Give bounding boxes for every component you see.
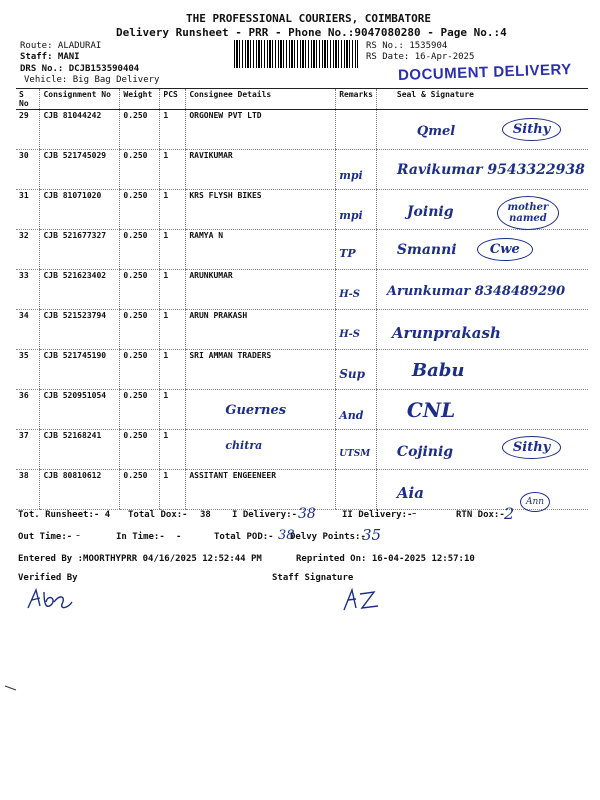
out-time-value: -	[76, 528, 81, 542]
row-pcs: 1	[160, 350, 186, 390]
row-weight: 0.250	[120, 270, 160, 310]
row-weight: 0.250	[120, 310, 160, 350]
handwritten-seal: mother named	[497, 196, 559, 230]
rs-number: RS No.: 1535904	[366, 41, 448, 51]
handwritten-remark: mpi	[339, 209, 363, 222]
row-pcs: 1	[160, 470, 186, 510]
row-remarks	[336, 350, 377, 390]
row-remarks	[336, 150, 377, 190]
rtn-dox-label: RTN Dox:-	[456, 510, 505, 520]
i-delivery-label: I Delivery:-	[232, 510, 298, 520]
row-weight: 0.250	[120, 470, 160, 510]
row-consignee: ARUN PRAKASH	[186, 310, 336, 350]
table-row	[16, 230, 588, 270]
table-row	[16, 310, 588, 350]
table-row	[16, 350, 588, 390]
row-remarks	[336, 230, 377, 270]
route-label: Route: ALADURAI	[20, 41, 102, 51]
drs-number: DRS No.: DCJB153590404	[20, 64, 140, 74]
row-seal	[376, 270, 588, 310]
row-consignee: KRS FLYSH BIKES	[186, 190, 336, 230]
row-remarks	[336, 110, 377, 150]
row-pcs: 1	[160, 430, 186, 470]
column-header-seal: Seal & Signature	[376, 89, 588, 110]
row-weight: 0.250	[120, 110, 160, 150]
row-consignment-no: CJB 521745029	[40, 150, 120, 190]
handwritten-remark: mpi	[339, 169, 363, 182]
handwritten-remark: TP	[339, 247, 356, 260]
row-consignment-no: CJB 81071020	[40, 190, 120, 230]
handwritten-remark: UTSM	[339, 449, 371, 459]
table-row	[16, 150, 588, 190]
in-time-value: -	[176, 532, 182, 542]
row-sno: 34	[16, 310, 40, 350]
vehicle-label: Vehicle: Big Bag Delivery	[24, 75, 160, 85]
rtn-dox-value: 2	[504, 504, 515, 523]
staff-signature-scribble	[340, 584, 390, 614]
signature-scribble: Cojinig	[396, 444, 454, 460]
margin-mark	[4, 684, 18, 692]
handwritten-remark: And	[339, 409, 364, 422]
row-weight: 0.250	[120, 430, 160, 470]
column-header-consignment: Consignment No	[40, 89, 120, 110]
column-header-weight: Weight	[120, 89, 160, 110]
handwritten-seal: CNL	[406, 398, 456, 422]
row-consignee: ASSITANT ENGEENEER	[186, 470, 336, 510]
signature-scribble: Qmel	[416, 124, 456, 139]
signature-scribble: Smanni	[396, 242, 457, 258]
table-row	[16, 110, 588, 150]
total-dox-value: 38	[200, 510, 211, 520]
row-seal	[376, 350, 588, 390]
row-consignment-no: CJB 521523794	[40, 310, 120, 350]
verified-signature-scribble	[26, 584, 76, 614]
in-time-label: In Time:-	[116, 532, 165, 542]
row-consignee: SRI AMMAN TRADERS	[186, 350, 336, 390]
row-seal	[376, 470, 588, 510]
runsheet-table	[16, 88, 588, 510]
ii-delivery-value: -	[412, 506, 417, 521]
verified-by-label: Verified By	[18, 573, 78, 583]
row-consignee: RAMYA N	[186, 230, 336, 270]
reprinted-on: Reprinted On: 16-04-2025 12:57:10	[296, 554, 475, 564]
ii-delivery-label: II Delivery:-	[342, 510, 413, 520]
handwritten-seal: Babu	[411, 360, 465, 381]
barcode	[234, 40, 358, 68]
rs-date: RS Date: 16-Apr-2025	[366, 52, 475, 62]
total-runsheet: Tot. Runsheet:- 4	[18, 510, 111, 520]
row-weight: 0.250	[120, 230, 160, 270]
row-remarks	[336, 430, 377, 470]
row-seal	[376, 390, 588, 430]
row-weight: 0.250	[120, 150, 160, 190]
column-header-sno: S No	[16, 89, 40, 110]
row-sno: 32	[16, 230, 40, 270]
row-pcs: 1	[160, 190, 186, 230]
total-pod-label: Total POD:-	[214, 532, 274, 542]
handwritten-remark: H-S	[339, 289, 361, 300]
handwritten-remark: Sup	[339, 367, 365, 381]
row-weight: 0.250	[120, 190, 160, 230]
row-pcs: 1	[160, 230, 186, 270]
entered-by: Entered By :MOORTHYPRR 04/16/2025 12:52:44 PM	[18, 554, 262, 564]
row-seal	[376, 230, 588, 270]
row-consignment-no: CJB 521677327	[40, 230, 120, 270]
row-consignee	[186, 390, 336, 430]
signature-scribble: Joinig	[406, 204, 454, 220]
handwritten-seal: Cwe	[477, 238, 533, 261]
document-delivery-stamp: DOCUMENT DELIVERY	[397, 60, 573, 85]
row-seal	[376, 110, 588, 150]
delvy-points-label: Delvy Points:-	[290, 532, 366, 542]
row-consignee	[186, 430, 336, 470]
handwritten-seal: Aia	[396, 484, 424, 502]
row-sno: 38	[16, 470, 40, 510]
table-header-row	[16, 89, 588, 110]
handwritten-remark: H-S	[339, 329, 361, 340]
out-time-label: Out Time:-	[18, 532, 73, 542]
company-title: THE PROFESSIONAL COURIERS, COIMBATORE	[186, 12, 432, 25]
handwritten-seal: Arunprakash	[391, 324, 501, 342]
runsheet-subtitle: Delivery Runsheet - PRR - Phone No.:9047080280 - Page No.:4	[116, 26, 507, 39]
handwritten-seal: Sithy	[502, 118, 561, 141]
row-sno: 37	[16, 430, 40, 470]
handwritten-consignee: chitra	[225, 439, 263, 452]
row-pcs: 1	[160, 150, 186, 190]
row-pcs: 1	[160, 110, 186, 150]
table-row	[16, 430, 588, 470]
row-pcs: 1	[160, 310, 186, 350]
table-row	[16, 470, 588, 510]
row-consignee: RAVIKUMAR	[186, 150, 336, 190]
total-dox-label: Total Dox:-	[128, 510, 188, 520]
row-sno: 35	[16, 350, 40, 390]
row-pcs: 1	[160, 390, 186, 430]
delvy-points-value: 35	[362, 526, 382, 544]
staff-label: Staff: MANI	[20, 52, 80, 62]
row-consignment-no: CJB 521623402	[40, 270, 120, 310]
row-weight: 0.250	[120, 350, 160, 390]
row-sno: 31	[16, 190, 40, 230]
row-remarks	[336, 270, 377, 310]
row-remarks	[336, 310, 377, 350]
row-consignee: ARUNKUMAR	[186, 270, 336, 310]
row-sno: 29	[16, 110, 40, 150]
handwritten-consignee: Guernes	[225, 403, 287, 418]
column-header-remarks: Remarks	[336, 89, 377, 110]
handwritten-seal: Ravikumar 9543322938	[396, 162, 585, 178]
row-sno: 30	[16, 150, 40, 190]
total-pod-value: 38	[278, 528, 295, 543]
column-header-consignee: Consignee Details	[186, 89, 336, 110]
row-seal	[376, 190, 588, 230]
handwritten-seal: Sithy	[502, 436, 561, 459]
row-consignment-no: CJB 81044242	[40, 110, 120, 150]
row-remarks	[336, 470, 377, 510]
row-seal	[376, 150, 588, 190]
row-sno: 36	[16, 390, 40, 430]
row-sno: 33	[16, 270, 40, 310]
i-delivery-value: 38	[298, 506, 316, 522]
table-row	[16, 190, 588, 230]
row-consignment-no: CJB 521745190	[40, 350, 120, 390]
column-header-pcs: PCS	[160, 89, 186, 110]
handwritten-seal: Arunkumar 8348489290	[386, 284, 566, 299]
rtn-note: Ann	[520, 492, 550, 512]
table-row	[16, 390, 588, 430]
row-consignee: ORGONEW PVT LTD	[186, 110, 336, 150]
row-consignment-no: CJB 80810612	[40, 470, 120, 510]
row-seal	[376, 430, 588, 470]
row-seal	[376, 310, 588, 350]
table-row	[16, 270, 588, 310]
row-weight: 0.250	[120, 390, 160, 430]
row-consignment-no: CJB 52168241	[40, 430, 120, 470]
row-remarks	[336, 190, 377, 230]
row-pcs: 1	[160, 270, 186, 310]
row-consignment-no: CJB 520951054	[40, 390, 120, 430]
staff-signature-label: Staff Signature	[272, 573, 354, 583]
row-remarks	[336, 390, 377, 430]
